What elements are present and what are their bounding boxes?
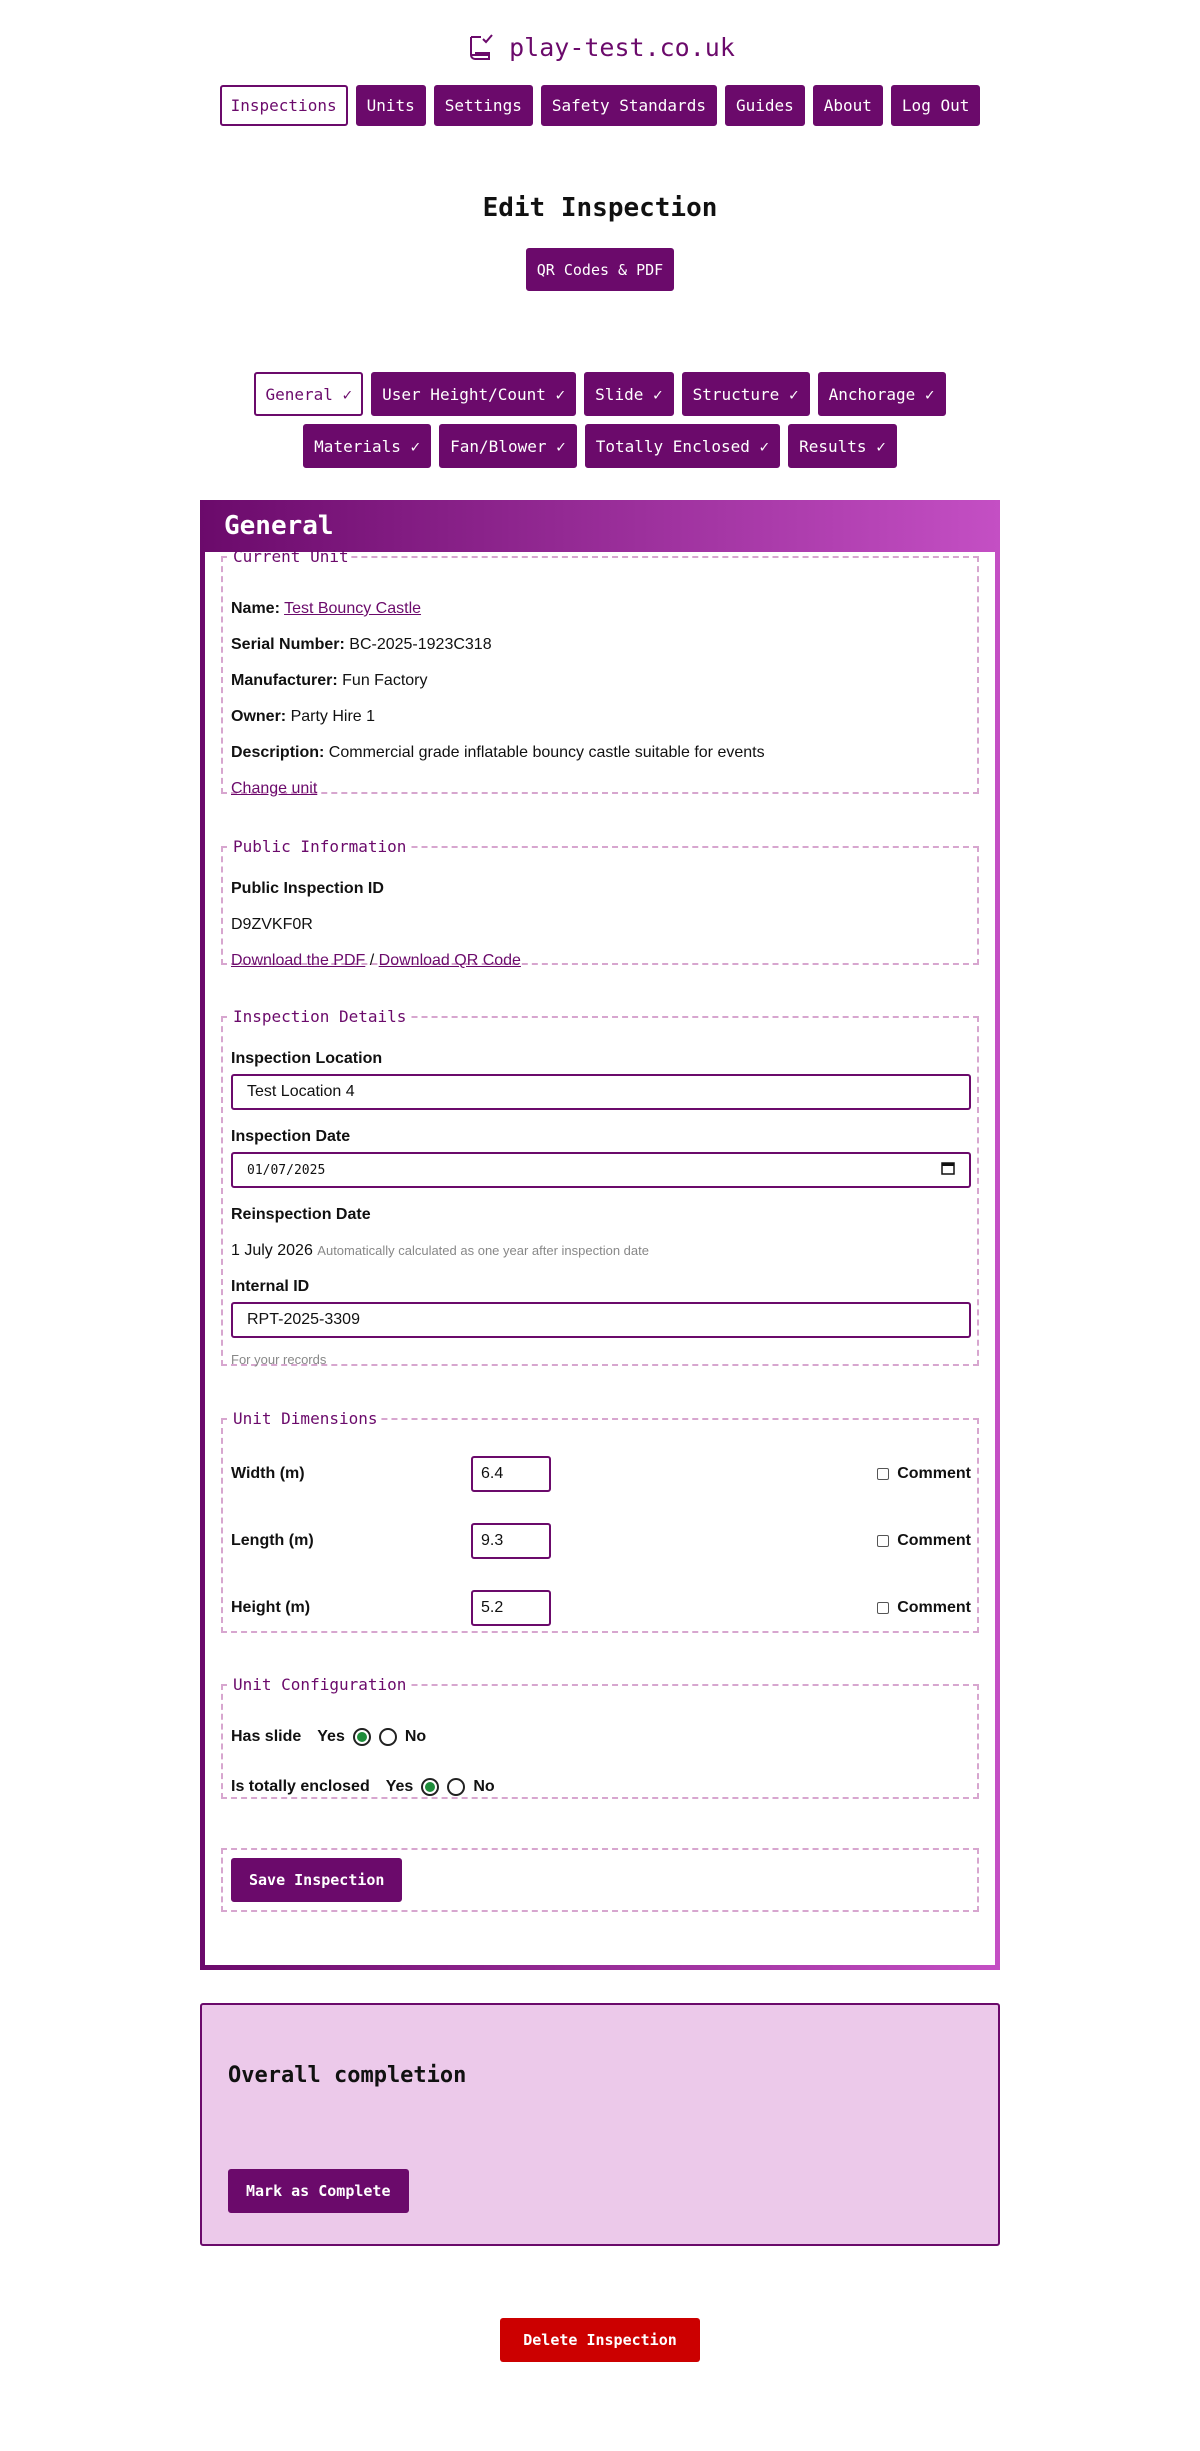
manufacturer-row xyxy=(231,672,428,690)
nav-guides[interactable]: Guides xyxy=(725,85,805,126)
width-comment-checkbox[interactable] xyxy=(877,1468,889,1480)
height-comment-toggle[interactable] xyxy=(877,1599,971,1617)
width-comment-label: Comment xyxy=(897,1465,971,1482)
length-comment-label: Comment xyxy=(897,1532,971,1549)
height-label: Height (m) xyxy=(231,1599,311,1616)
serial-row xyxy=(231,636,492,654)
dimension-row-height xyxy=(231,1590,971,1626)
inspection-date-label: Inspection Date xyxy=(231,1128,351,1145)
section-title: General xyxy=(200,500,1000,552)
width-label: Width (m) xyxy=(231,1465,305,1482)
tab-anchorage[interactable]: Anchorage ✓ xyxy=(818,372,946,416)
nav-log-out[interactable]: Log Out xyxy=(891,85,980,126)
owner-label: Owner: xyxy=(231,708,287,725)
clipboard-check-icon xyxy=(465,31,497,63)
public-info-legend: Public Information xyxy=(233,837,407,856)
dimension-row-width xyxy=(231,1456,971,1492)
calendar-icon[interactable] xyxy=(941,1161,955,1179)
owner-value: Party Hire 1 xyxy=(290,708,376,725)
length-input[interactable]: 9.3 xyxy=(471,1523,551,1559)
length-comment-toggle[interactable] xyxy=(877,1532,971,1550)
public-id-label: Public Inspection ID xyxy=(231,880,384,897)
change-unit-link[interactable]: Change unit xyxy=(231,780,318,797)
height-comment-checkbox[interactable] xyxy=(877,1602,889,1614)
totally-enclosed-yes-radio[interactable] xyxy=(421,1778,439,1796)
tab-fan-blower[interactable]: Fan/Blower ✓ xyxy=(439,424,577,468)
has-slide-yes-label: Yes xyxy=(317,1728,345,1745)
has-slide-no-label: No xyxy=(404,1728,427,1745)
unit-name-row xyxy=(231,600,421,618)
save-fieldset xyxy=(221,1848,979,1912)
inspection-details-fieldset xyxy=(221,1007,979,1366)
reinspection-label: Reinspection Date xyxy=(231,1206,371,1223)
save-inspection-button[interactable]: Save Inspection xyxy=(231,1858,402,1902)
current-unit-legend: Current Unit xyxy=(233,547,349,566)
description-label: Description: xyxy=(231,744,325,761)
width-input[interactable]: 6.4 xyxy=(471,1456,551,1492)
tab-materials[interactable]: Materials ✓ xyxy=(303,424,431,468)
totally-enclosed-label: Is totally enclosed xyxy=(231,1778,370,1795)
manufacturer-value: Fun Factory xyxy=(342,672,428,689)
qr-codes-pdf-button[interactable]: QR Codes & PDF xyxy=(526,248,674,291)
tab-totally-enclosed[interactable]: Totally Enclosed ✓ xyxy=(585,424,780,468)
main-nav xyxy=(0,85,1200,126)
location-label: Inspection Location xyxy=(231,1050,383,1067)
dimension-row-length xyxy=(231,1523,971,1559)
totally-enclosed-no-radio[interactable] xyxy=(447,1778,465,1796)
unit-name-label: Name: xyxy=(231,600,280,617)
has-slide-row xyxy=(231,1728,426,1746)
reinspection-row xyxy=(231,1242,649,1260)
description-value: Commercial grade inflatable bouncy castle suitable for events xyxy=(328,744,765,761)
nav-inspections[interactable]: Inspections xyxy=(220,85,348,126)
tab-results[interactable]: Results ✓ xyxy=(788,424,897,468)
reinspection-value: 1 July 2026 xyxy=(231,1242,313,1259)
completion-title: Overall completion xyxy=(228,2063,467,2088)
mark-complete-button[interactable]: Mark as Complete xyxy=(228,2169,409,2213)
internal-id-hint: For your records xyxy=(231,1352,327,1367)
unit-name-link[interactable]: Test Bouncy Castle xyxy=(284,600,422,617)
tab-user-height[interactable]: User Height/Count ✓ xyxy=(371,372,576,416)
link-separator: / xyxy=(369,952,375,969)
public-info-fieldset xyxy=(221,837,979,969)
serial-label: Serial Number: xyxy=(231,636,345,653)
unit-dimensions-fieldset xyxy=(221,1409,979,1633)
page-title: Edit Inspection xyxy=(482,193,718,223)
reinspection-hint: Automatically calculated as one year after inspection date xyxy=(317,1243,649,1258)
inspection-date-value: 01/07/2025 xyxy=(247,1162,326,1178)
nav-settings[interactable]: Settings xyxy=(434,85,533,126)
tab-general[interactable]: General ✓ xyxy=(254,372,363,416)
general-form-card xyxy=(200,500,1000,1970)
section-tabs-row-1 xyxy=(0,372,1200,416)
owner-row xyxy=(231,708,375,726)
height-comment-label: Comment xyxy=(897,1599,971,1616)
unit-configuration-legend: Unit Configuration xyxy=(233,1675,407,1694)
totally-enclosed-no-label: No xyxy=(473,1778,495,1795)
unit-configuration-fieldset xyxy=(221,1675,979,1799)
length-comment-checkbox[interactable] xyxy=(877,1535,889,1547)
site-header xyxy=(0,6,1200,88)
has-slide-label: Has slide xyxy=(231,1728,302,1745)
has-slide-yes-radio[interactable] xyxy=(353,1728,371,1746)
serial-value: BC-2025-1923C318 xyxy=(349,636,492,653)
length-label: Length (m) xyxy=(231,1532,314,1549)
current-unit-fieldset xyxy=(221,547,979,797)
download-qr-link[interactable]: Download QR Code xyxy=(378,952,521,969)
tab-slide[interactable]: Slide ✓ xyxy=(584,372,673,416)
location-input[interactable]: Test Location 4 xyxy=(231,1074,971,1110)
tab-structure[interactable]: Structure ✓ xyxy=(682,372,810,416)
width-comment-toggle[interactable] xyxy=(877,1465,971,1483)
inspection-date-input[interactable] xyxy=(231,1152,971,1188)
nav-units[interactable]: Units xyxy=(356,85,426,126)
delete-inspection-button[interactable]: Delete Inspection xyxy=(500,2318,700,2362)
section-tabs-row-2 xyxy=(0,424,1200,468)
completion-panel xyxy=(200,2003,1000,2246)
totally-enclosed-yes-label: Yes xyxy=(385,1778,414,1795)
inspection-details-legend: Inspection Details xyxy=(233,1007,407,1026)
download-links xyxy=(231,952,521,970)
download-pdf-link[interactable]: Download the PDF xyxy=(231,952,366,969)
internal-id-label: Internal ID xyxy=(231,1278,310,1295)
nav-about[interactable]: About xyxy=(813,85,883,126)
manufacturer-label: Manufacturer: xyxy=(231,672,338,689)
nav-safety-standards[interactable]: Safety Standards xyxy=(541,85,717,126)
site-name[interactable]: play-test.co.uk xyxy=(509,32,735,62)
description-row xyxy=(231,744,765,762)
public-id-value: D9ZVKF0R xyxy=(231,916,313,933)
height-input[interactable]: 5.2 xyxy=(471,1590,551,1626)
internal-id-input[interactable]: RPT-2025-3309 xyxy=(231,1302,971,1338)
has-slide-no-radio[interactable] xyxy=(379,1728,397,1746)
totally-enclosed-row xyxy=(231,1778,495,1796)
unit-dimensions-legend: Unit Dimensions xyxy=(233,1409,378,1428)
